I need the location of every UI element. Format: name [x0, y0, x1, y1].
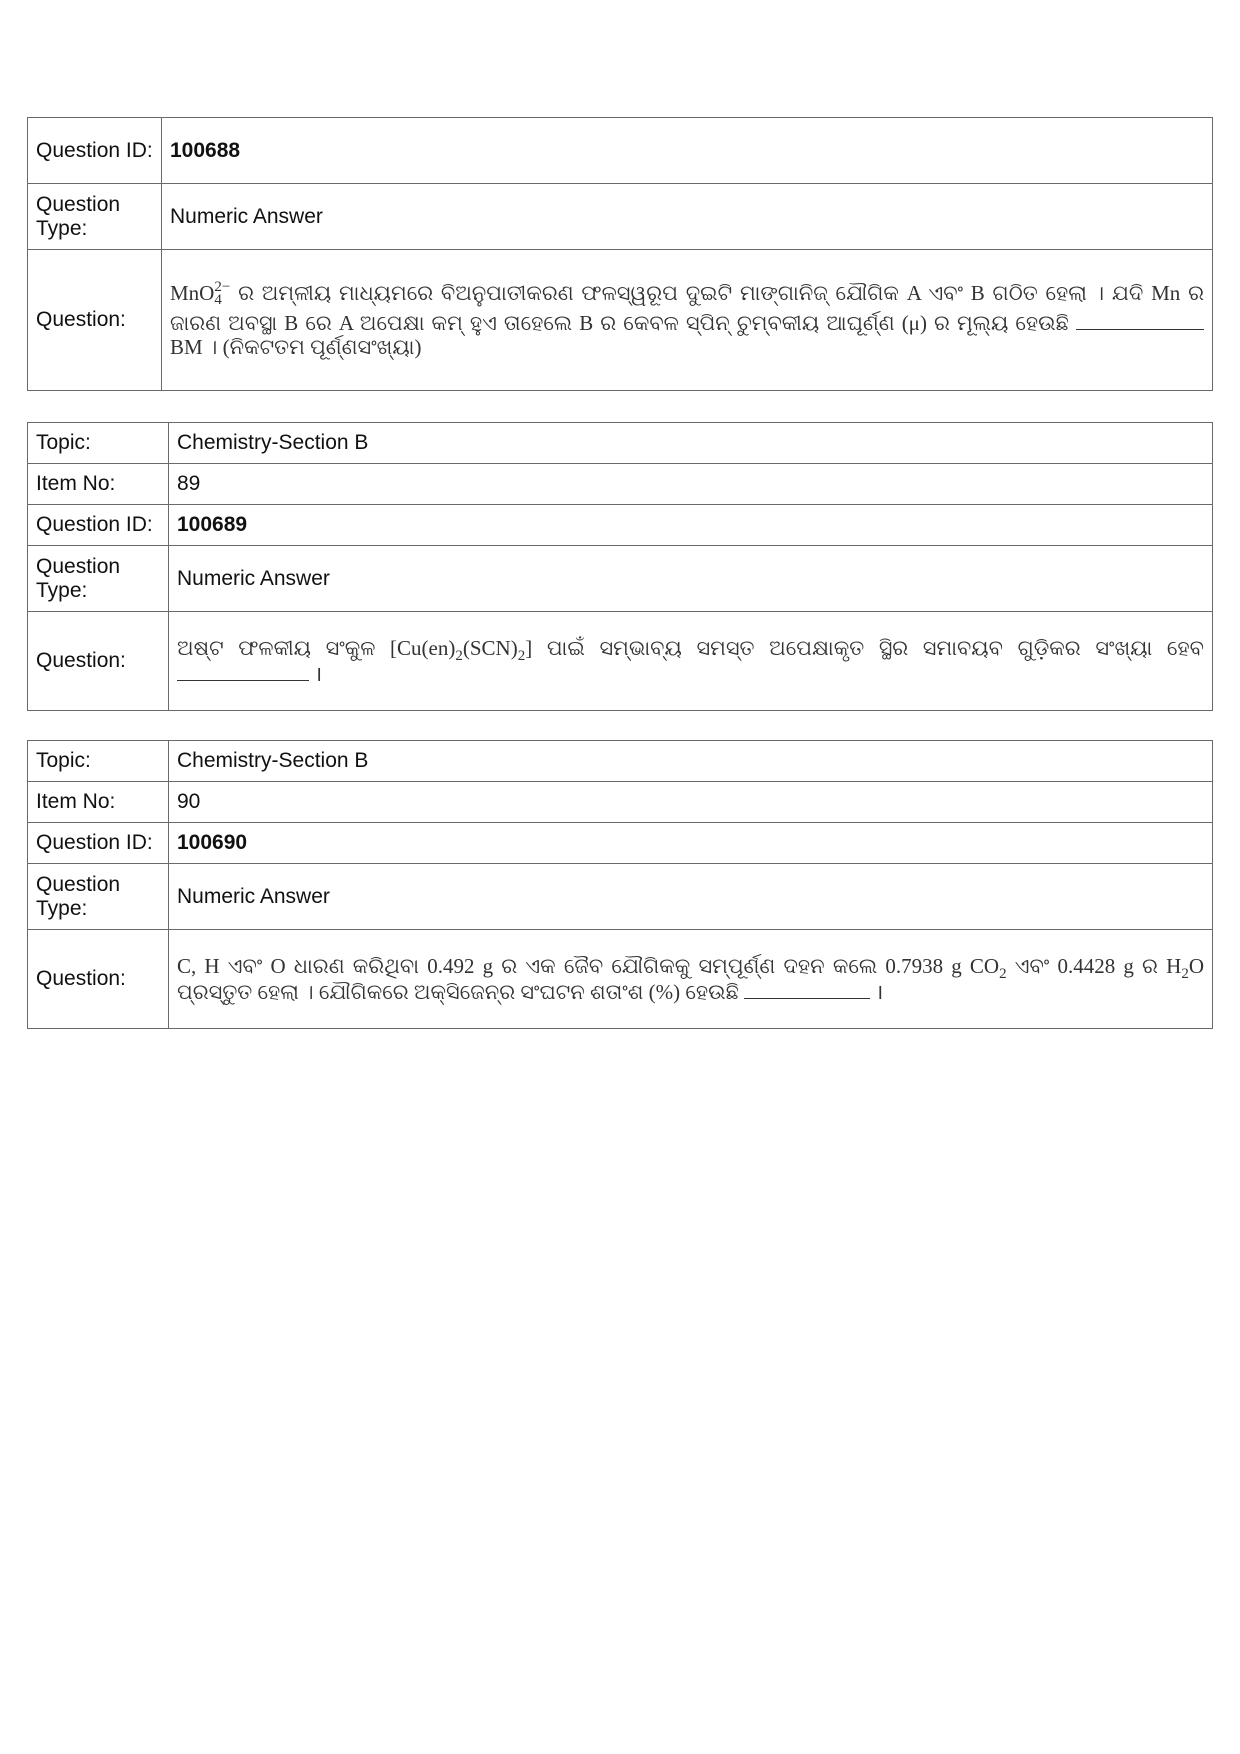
question-text [162, 250, 1213, 391]
topic-value: Chemistry-Section B [169, 741, 1213, 782]
row-question-type [28, 546, 1213, 612]
question-label: Question: [28, 612, 169, 711]
question-text-part-2: BM । (ନିକଟତମ ପୂର୍ଣ୍ଣସଂଖ୍ୟା) [170, 334, 422, 359]
row-question-type [28, 864, 1213, 930]
question-type-label: Question Type: [28, 546, 169, 612]
question-type-value: Numeric Answer [169, 546, 1213, 612]
question-text-part-2: (SCN) [462, 636, 518, 660]
question-text [169, 612, 1213, 711]
question-type-value: Numeric Answer [162, 184, 1213, 250]
question-text-part-1: ର ଅମ୍ଳୀୟ ମାଧ୍ୟମରେ ବିଅନୁପାତୀକରଣ ଫଳସ୍ୱରୂପ ଦୁଇଟି ମାଙ୍ଗାନିଜ୍ ଯୌଗିକ A ଏବଂ B ଗଠିତ ହେଲା । ଯଦି Mn ର ଜାରଣ ଅବସ୍ଥା B ରେ A ଅପେକ୍ଷା କମ୍ ହୁଏ ତାହେଲେ B ର କେବଳ ସ୍ପିନ୍ ଚୁମ୍ବକୀୟ ଆଘୂର୍ଣ୍ଣ (μ) ର ମୂଲ୍ୟ ହେଉଛି [170, 281, 1204, 335]
question-type-label: Question Type: [28, 184, 162, 250]
row-question [28, 930, 1213, 1029]
row-topic [28, 741, 1213, 782]
row-question-type [28, 184, 1213, 250]
question-table-100689 [27, 422, 1213, 711]
answer-blank [1076, 309, 1204, 330]
subscript: 2 [999, 966, 1007, 983]
question-text-part-2: ଏବଂ 0.4428 g ର H [1006, 954, 1182, 978]
item-no-value: 90 [169, 782, 1213, 823]
row-question-id [28, 823, 1213, 864]
row-question [28, 612, 1213, 711]
topic-label: Topic: [28, 423, 169, 464]
question-id-value: 100690 [169, 823, 1213, 864]
question-text-part-1: ଅଷ୍ଟ ଫଳକୀୟ ସଂକୁଳ [Cu(en) [177, 636, 456, 660]
question-id-value: 100689 [169, 505, 1213, 546]
question-id-label: Question ID: [28, 505, 169, 546]
row-item-no [28, 782, 1213, 823]
answer-blank [177, 660, 309, 681]
question-label: Question: [28, 250, 162, 391]
subscript: 2 [517, 648, 526, 665]
subscript: 2 [455, 648, 463, 665]
topic-value: Chemistry-Section B [169, 423, 1213, 464]
question-label: Question: [28, 930, 169, 1029]
row-question-id [28, 505, 1213, 546]
item-no-label: Item No: [28, 464, 169, 505]
row-question-id [28, 118, 1213, 184]
topic-label: Topic: [28, 741, 169, 782]
question-id-label: Question ID: [28, 823, 169, 864]
row-item-no [28, 464, 1213, 505]
question-id-value: 100688 [162, 118, 1213, 184]
formula-base: MnO [170, 281, 215, 306]
question-id-label: Question ID: [28, 118, 162, 184]
question-text [169, 930, 1213, 1029]
answer-blank [744, 978, 870, 999]
row-topic [28, 423, 1213, 464]
question-type-value: Numeric Answer [169, 864, 1213, 930]
subscript: 2 [1181, 966, 1189, 983]
question-text-part-3: ] ପାଇଁ ସମ୍ଭାବ୍ୟ ସମସ୍ତ ଅପେକ୍ଷାକୃତ ସ୍ଥିର ସମାବୟବ ଗୁଡ଼ିକର ସଂଖ୍ୟା ହେବ [525, 636, 1204, 660]
question-text-part-4: । [870, 980, 884, 1004]
item-no-label: Item No: [28, 782, 169, 823]
item-no-value: 89 [169, 464, 1213, 505]
question-type-label: Question Type: [28, 864, 169, 930]
question-table-100688 [27, 117, 1213, 391]
question-text-part-4: । [309, 662, 323, 686]
question-text-part-3: O ପ୍ରସ୍ତୁତ ହେଲା । ଯୌଗିକରେ ଅକ୍ସିଜେନ୍‌ର ସଂଘଟନ ଶତାଂଶ (%) ହେଉଛି [177, 954, 1204, 1004]
row-question [28, 250, 1213, 391]
question-text-part-1: C, H ଏବଂ O ଧାରଣ କରିଥିବା 0.492 g ର ଏକ ଜୈବ ଯୌଗିକକୁ ସମ୍ପୂର୍ଣ୍ଣ ଦହନ କଲେ 0.7938 g CO [177, 954, 1000, 978]
question-table-100690 [27, 740, 1213, 1029]
formula-charge: 2− 4 [214, 278, 231, 308]
